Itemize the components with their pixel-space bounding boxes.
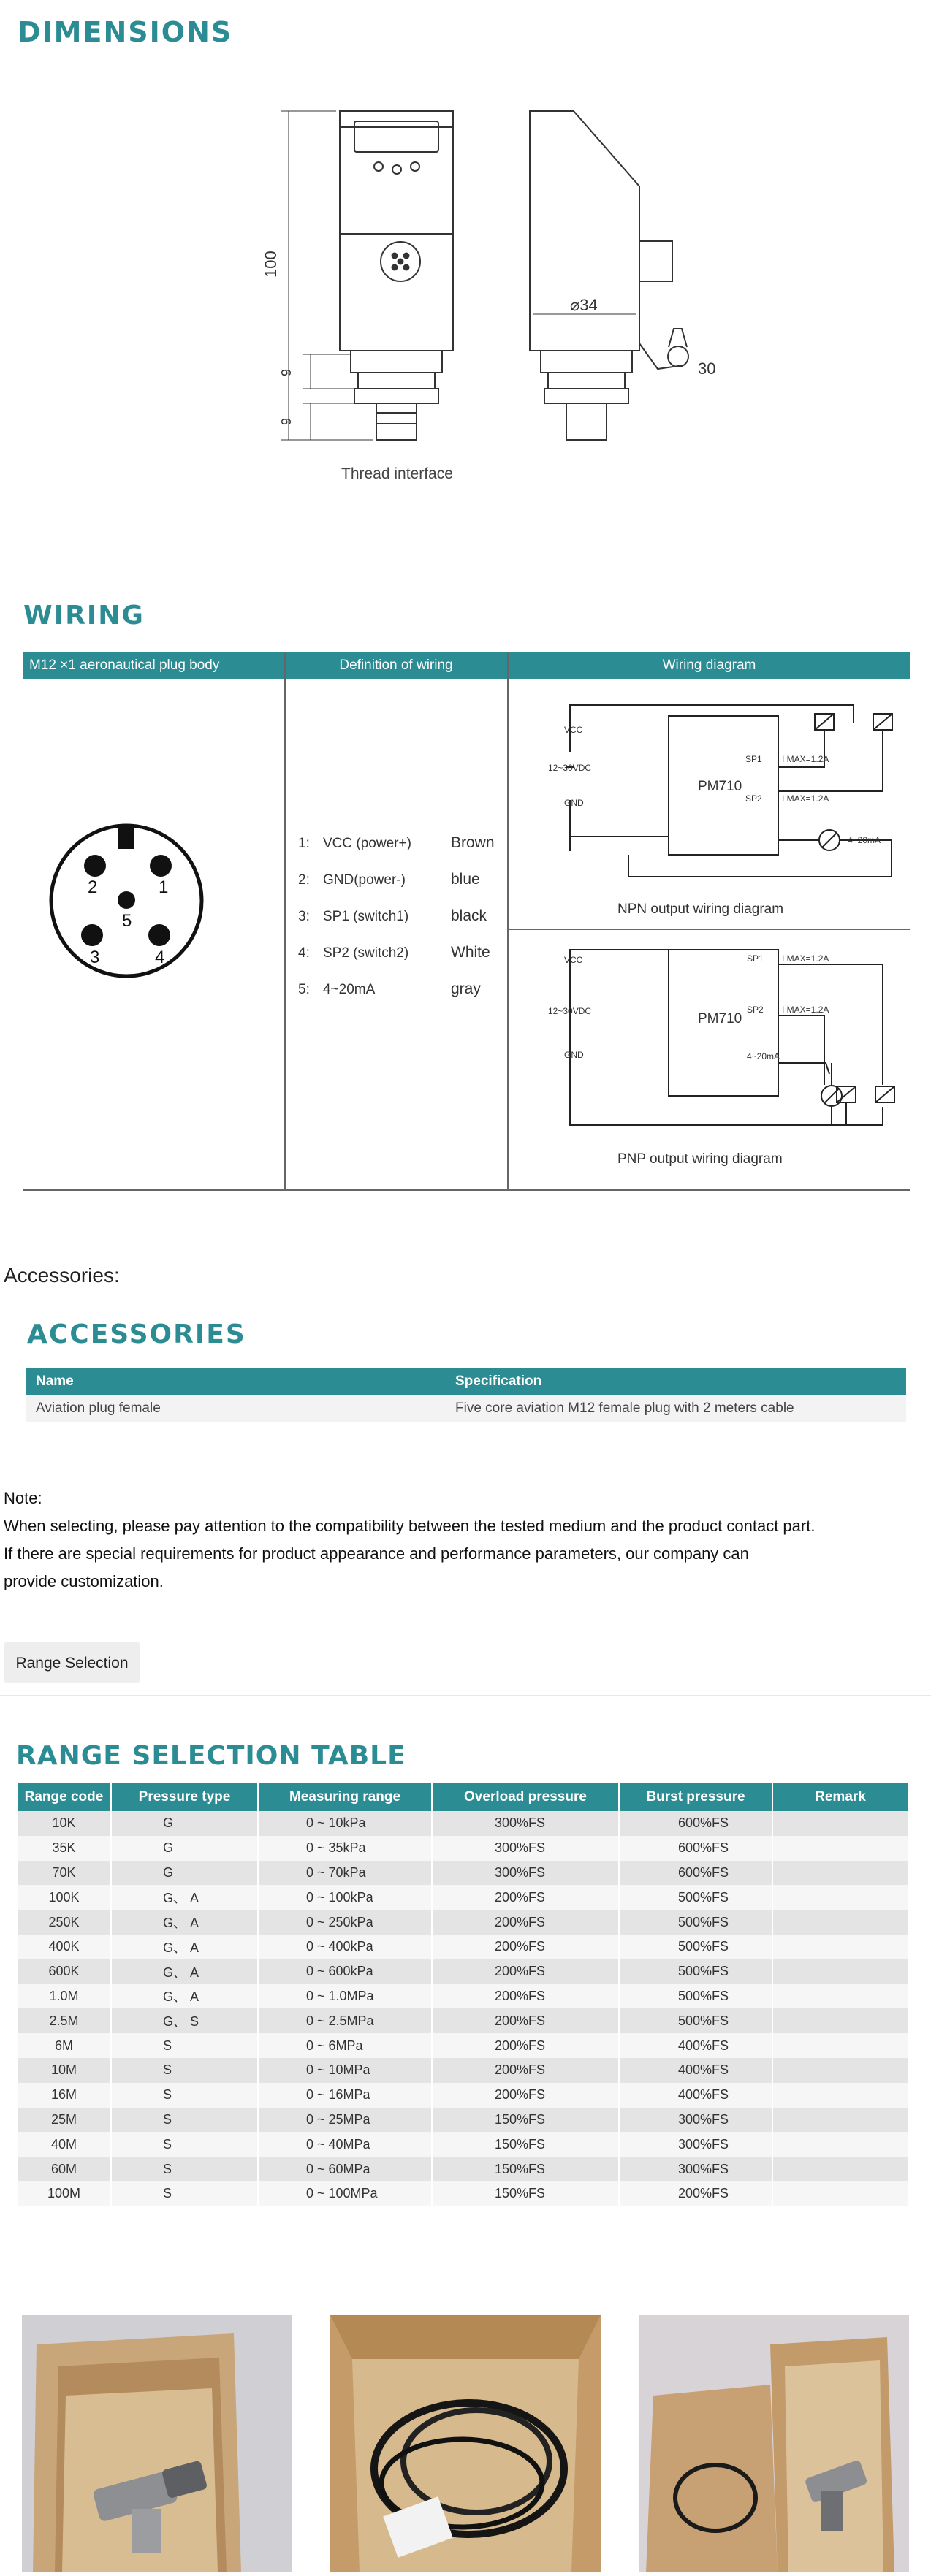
table-cell: G bbox=[111, 1811, 258, 1836]
table-cell: 600%FS bbox=[619, 1811, 772, 1836]
pin-number: 4: bbox=[298, 945, 310, 961]
table-cell bbox=[772, 1885, 908, 1910]
pin-number: 3: bbox=[298, 909, 310, 924]
kit-in-boxes-image bbox=[639, 2315, 909, 2572]
table-cell: 300%FS bbox=[432, 1861, 619, 1886]
table-cell: 10M bbox=[18, 2058, 111, 2083]
pnp-analog-label: 4~20mA bbox=[747, 1051, 780, 1062]
table-row bbox=[18, 1910, 908, 1935]
pin-definition-row bbox=[298, 871, 480, 888]
table-cell: 2.5M bbox=[18, 2008, 111, 2033]
column-header: Pressure type bbox=[111, 1783, 258, 1811]
table-cell: 600%FS bbox=[619, 1861, 772, 1886]
wiring-divider bbox=[509, 929, 910, 930]
table-cell: 0 ~ 100MPa bbox=[258, 2181, 432, 2206]
table-cell: 600%FS bbox=[619, 1836, 772, 1861]
accessories-heading: ACCESSORIES bbox=[27, 1319, 246, 1349]
table-cell: 0 ~ 70kPa bbox=[258, 1861, 432, 1886]
table-cell: 0 ~ 2.5MPa bbox=[258, 2008, 432, 2033]
table-row bbox=[18, 2083, 908, 2108]
pnp-supply-label: 12~30VDC bbox=[548, 1006, 592, 1016]
pin-definition: SP2 (switch2) bbox=[323, 945, 409, 961]
table-cell bbox=[772, 2083, 908, 2108]
table-cell: 0 ~ 1.0MPa bbox=[258, 1984, 432, 2009]
pin-definition-row bbox=[298, 907, 487, 925]
table-cell: G bbox=[111, 1836, 258, 1861]
table-cell: 200%FS bbox=[432, 2083, 619, 2108]
table-row bbox=[18, 2108, 908, 2133]
accessories-label: Accessories: bbox=[4, 1264, 120, 1287]
table-row bbox=[18, 1935, 908, 1959]
pin-definition: SP1 (switch1) bbox=[323, 909, 409, 924]
pnp-vcc-label: VCC bbox=[564, 955, 583, 965]
table-cell: G、 S bbox=[111, 2008, 258, 2033]
product-in-box-image bbox=[22, 2315, 292, 2572]
note-line: provide customization. bbox=[4, 1572, 164, 1590]
npn-analog-label: 4~20mA bbox=[848, 835, 881, 845]
wiring-divider bbox=[23, 1189, 910, 1191]
dim-9b-label: 9 bbox=[279, 417, 294, 425]
note-line: When selecting, please pay attention to the compatibility between the tested medium and the product contact part. bbox=[4, 1517, 816, 1535]
npn-gnd-label: GND bbox=[564, 798, 584, 808]
pin-number: 2: bbox=[298, 872, 310, 888]
table-cell: 300%FS bbox=[619, 2108, 772, 2133]
table-cell: 0 ~ 250kPa bbox=[258, 1910, 432, 1935]
table-cell bbox=[772, 1811, 908, 1836]
table-cell: 500%FS bbox=[619, 1935, 772, 1959]
pnp-imax1-label: I MAX=1.2A bbox=[782, 953, 829, 964]
pin-1-label: 1 bbox=[159, 877, 169, 897]
dim-34-label: ⌀34 bbox=[570, 296, 598, 314]
range-selection-button[interactable]: Range Selection bbox=[4, 1642, 140, 1683]
table-cell: 0 ~ 35kPa bbox=[258, 1836, 432, 1861]
table-cell: S bbox=[111, 2033, 258, 2058]
table-cell bbox=[772, 2181, 908, 2206]
column-header: Specification bbox=[445, 1368, 906, 1395]
npn-imax1-label: I MAX=1.2A bbox=[782, 754, 829, 764]
table-cell: 500%FS bbox=[619, 1959, 772, 1984]
wiring-col-plug: M12 ×1 aeronautical plug body bbox=[29, 658, 220, 673]
table-cell: 300%FS bbox=[619, 2132, 772, 2157]
pin-definition-row bbox=[298, 980, 481, 998]
table-cell: 200%FS bbox=[432, 2058, 619, 2083]
table-cell bbox=[772, 2157, 908, 2181]
table-cell: G bbox=[111, 1861, 258, 1886]
table-cell: 150%FS bbox=[432, 2181, 619, 2206]
pin-3-label: 3 bbox=[90, 948, 100, 967]
column-header: Burst pressure bbox=[619, 1783, 772, 1811]
dim-30-label: 30 bbox=[698, 359, 716, 378]
table-cell: 0 ~ 400kPa bbox=[258, 1935, 432, 1959]
table-row bbox=[18, 1959, 908, 1984]
table-cell: 200%FS bbox=[432, 1910, 619, 1935]
table-header-row bbox=[26, 1368, 906, 1395]
table-cell: 0 ~ 600kPa bbox=[258, 1959, 432, 1984]
note-line: If there are special requirements for product appearance and performance parameters, our company can bbox=[4, 1544, 749, 1563]
table-cell: 200%FS bbox=[432, 1959, 619, 1984]
pnp-imax2-label: I MAX=1.2A bbox=[782, 1005, 829, 1015]
pnp-wiring-diagram bbox=[548, 942, 899, 1169]
table-cell bbox=[772, 1959, 908, 1984]
table-cell bbox=[772, 1935, 908, 1959]
table-cell: 0 ~ 6MPa bbox=[258, 2033, 432, 2058]
table-cell: 500%FS bbox=[619, 1910, 772, 1935]
table-cell: 25M bbox=[18, 2108, 111, 2133]
table-cell: 600K bbox=[18, 1959, 111, 1984]
table-cell bbox=[772, 1984, 908, 2009]
column-header: Name bbox=[26, 1368, 445, 1395]
table-cell: 0 ~ 16MPa bbox=[258, 2083, 432, 2108]
table-row bbox=[18, 2008, 908, 2033]
table-cell bbox=[772, 1910, 908, 1935]
note-block bbox=[4, 1485, 815, 1596]
table-cell: S bbox=[111, 2083, 258, 2108]
pin-wire-color: black bbox=[451, 907, 487, 924]
table-cell: Aviation plug female bbox=[26, 1395, 445, 1422]
table-row bbox=[18, 1885, 908, 1910]
range-selection-table bbox=[18, 1783, 909, 2206]
table-cell bbox=[772, 2058, 908, 2083]
table-cell bbox=[772, 1861, 908, 1886]
pin-wire-color: Brown bbox=[451, 834, 495, 851]
table-row bbox=[18, 2033, 908, 2058]
table-cell bbox=[772, 2132, 908, 2157]
table-cell: 200%FS bbox=[432, 1885, 619, 1910]
table-cell: 0 ~ 10kPa bbox=[258, 1811, 432, 1836]
table-cell: 400%FS bbox=[619, 2083, 772, 2108]
table-cell: S bbox=[111, 2157, 258, 2181]
column-header: Range code bbox=[18, 1783, 111, 1811]
dim-100-label: 100 bbox=[262, 251, 280, 278]
table-cell: G、 A bbox=[111, 1959, 258, 1984]
m12-plug-body bbox=[44, 818, 212, 986]
table-cell: 200%FS bbox=[432, 1984, 619, 2009]
thread-interface-caption: Thread interface bbox=[341, 465, 453, 482]
dim-9a-label: 9 bbox=[279, 368, 294, 376]
table-cell: 300%FS bbox=[619, 2157, 772, 2181]
pin-definition: GND(power-) bbox=[323, 872, 406, 888]
npn-sp1-label: SP1 bbox=[745, 754, 762, 764]
table-row bbox=[18, 2181, 908, 2206]
table-cell: G、 A bbox=[111, 1984, 258, 2009]
table-cell: Five core aviation M12 female plug with 2 meters cable bbox=[445, 1395, 906, 1422]
divider bbox=[0, 1695, 931, 1696]
dimension-drawing bbox=[262, 102, 738, 497]
table-cell: 500%FS bbox=[619, 1885, 772, 1910]
table-cell: 400K bbox=[18, 1935, 111, 1959]
accessories-table bbox=[26, 1368, 906, 1422]
table-cell: 250K bbox=[18, 1910, 111, 1935]
table-cell: 500%FS bbox=[619, 2008, 772, 2033]
kit-in-boxes-photo bbox=[639, 2315, 909, 2572]
pin-5-label: 5 bbox=[122, 911, 132, 931]
table-row bbox=[18, 2132, 908, 2157]
table-cell: 300%FS bbox=[432, 1811, 619, 1836]
pin-definition-row bbox=[298, 834, 495, 852]
table-header-row bbox=[18, 1783, 908, 1811]
table-cell: 10K bbox=[18, 1811, 111, 1836]
npn-wiring-diagram bbox=[548, 705, 899, 924]
pin-wire-color: White bbox=[451, 944, 490, 961]
table-cell: 0 ~ 60MPa bbox=[258, 2157, 432, 2181]
pin-number: 1: bbox=[298, 836, 310, 851]
pin-wire-color: gray bbox=[451, 980, 481, 997]
table-row bbox=[26, 1395, 906, 1422]
table-cell: 400%FS bbox=[619, 2058, 772, 2083]
table-cell: 200%FS bbox=[432, 1935, 619, 1959]
wiring-divider bbox=[284, 652, 286, 1190]
table-row bbox=[18, 1861, 908, 1886]
table-cell: S bbox=[111, 2181, 258, 2206]
table-cell: 40M bbox=[18, 2132, 111, 2157]
cable-in-box-photo bbox=[330, 2315, 601, 2572]
table-cell: 6M bbox=[18, 2033, 111, 2058]
pin-wire-color: blue bbox=[451, 871, 480, 888]
table-cell: 60M bbox=[18, 2157, 111, 2181]
pin-number: 5: bbox=[298, 982, 310, 997]
table-cell: 0 ~ 100kPa bbox=[258, 1885, 432, 1910]
pnp-sp1-label: SP1 bbox=[747, 953, 764, 964]
table-cell: G、 A bbox=[111, 1910, 258, 1935]
wiring-col-diagram: Wiring diagram bbox=[662, 658, 756, 673]
pin-definition-row bbox=[298, 944, 490, 961]
pnp-device-label: PM710 bbox=[698, 1011, 742, 1026]
wiring-col-definition: Definition of wiring bbox=[339, 658, 453, 673]
table-cell bbox=[772, 2033, 908, 2058]
pnp-diagram-caption: PNP output wiring diagram bbox=[618, 1151, 783, 1167]
column-header: Overload pressure bbox=[432, 1783, 619, 1811]
range-table-heading: RANGE SELECTION TABLE bbox=[16, 1741, 406, 1771]
table-cell: 500%FS bbox=[619, 1984, 772, 2009]
table-cell: G、 A bbox=[111, 1935, 258, 1959]
table-cell: 100M bbox=[18, 2181, 111, 2206]
note-title: Note: bbox=[4, 1489, 42, 1507]
pin-definition: 4~20mA bbox=[323, 982, 376, 997]
dimensions-heading: DIMENSIONS bbox=[18, 16, 233, 48]
table-cell: 300%FS bbox=[432, 1836, 619, 1861]
npn-supply-label: 12~30VDC bbox=[548, 763, 592, 773]
pnp-sp2-label: SP2 bbox=[747, 1005, 764, 1015]
table-cell: 200%FS bbox=[432, 2033, 619, 2058]
table-cell: S bbox=[111, 2132, 258, 2157]
column-header: Measuring range bbox=[258, 1783, 432, 1811]
table-cell bbox=[772, 2008, 908, 2033]
pin-2-label: 2 bbox=[88, 877, 98, 897]
table-cell: 0 ~ 10MPa bbox=[258, 2058, 432, 2083]
table-cell: 400%FS bbox=[619, 2033, 772, 2058]
table-cell: 1.0M bbox=[18, 1984, 111, 2009]
table-cell bbox=[772, 1836, 908, 1861]
npn-vcc-label: VCC bbox=[564, 725, 583, 735]
column-header: Remark bbox=[772, 1783, 908, 1811]
table-cell: 150%FS bbox=[432, 2132, 619, 2157]
table-row bbox=[18, 2058, 908, 2083]
table-cell: 35K bbox=[18, 1836, 111, 1861]
table-cell: 70K bbox=[18, 1861, 111, 1886]
table-cell: 0 ~ 40MPa bbox=[258, 2132, 432, 2157]
pin-4-label: 4 bbox=[155, 948, 165, 967]
wiring-heading: WIRING bbox=[23, 601, 145, 630]
table-cell: 150%FS bbox=[432, 2108, 619, 2133]
pin-definition: VCC (power+) bbox=[323, 836, 411, 851]
table-row bbox=[18, 1984, 908, 2009]
npn-imax2-label: I MAX=1.2A bbox=[782, 793, 829, 804]
product-in-box-photo bbox=[22, 2315, 292, 2572]
table-cell: 200%FS bbox=[619, 2181, 772, 2206]
table-cell: G、 A bbox=[111, 1885, 258, 1910]
table-cell: S bbox=[111, 2058, 258, 2083]
table-row bbox=[18, 1836, 908, 1861]
npn-sp2-label: SP2 bbox=[745, 793, 762, 804]
wiring-divider bbox=[507, 652, 509, 1190]
table-cell: S bbox=[111, 2108, 258, 2133]
table-cell: 0 ~ 25MPa bbox=[258, 2108, 432, 2133]
table-row bbox=[18, 2157, 908, 2181]
npn-device-label: PM710 bbox=[698, 779, 742, 794]
table-row bbox=[18, 1811, 908, 1836]
cable-in-box-image bbox=[330, 2315, 601, 2572]
table-cell: 150%FS bbox=[432, 2157, 619, 2181]
npn-diagram-caption: NPN output wiring diagram bbox=[618, 902, 784, 917]
table-cell bbox=[772, 2108, 908, 2133]
table-cell: 200%FS bbox=[432, 2008, 619, 2033]
pnp-gnd-label: GND bbox=[564, 1050, 584, 1060]
table-cell: 16M bbox=[18, 2083, 111, 2108]
table-cell: 100K bbox=[18, 1885, 111, 1910]
